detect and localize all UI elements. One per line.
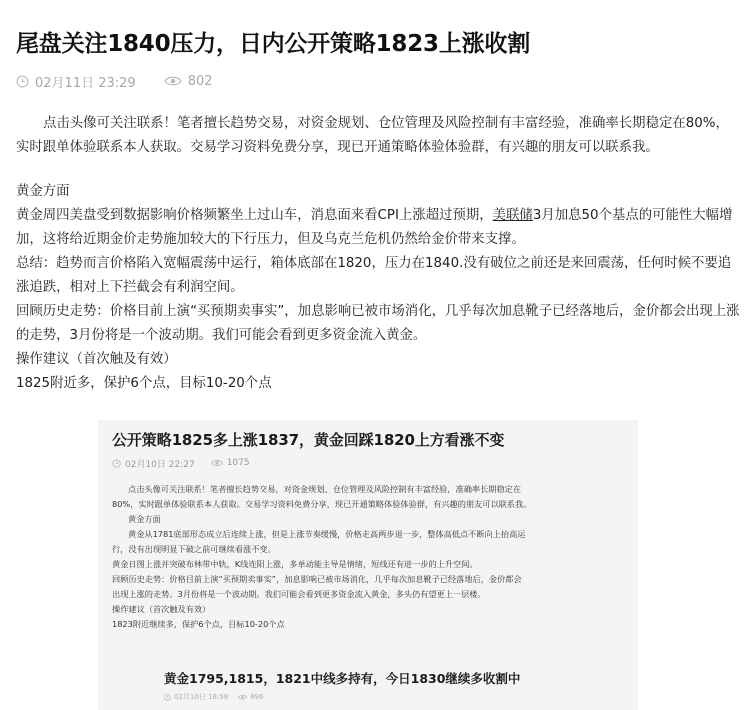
screenshot-line: 点击头像可关注联系！笔者擅长趋势交易，对资金规划、仓位管理及风险控制有丰富经验，准确率长期稳定在 (128, 484, 522, 494)
intro-paragraph: 点击头像可关注联系！笔者擅长趋势交易，对资金规划、仓位管理及风险控制有丰富经验，准确率长期稳定在80%，实时跟单体验联系本人获取。交易学习资料免费分享，现已开通策略体验体验群，有兴趣的朋友可以联系我。 (16, 116, 729, 155)
section-heading: 黄金方面 (16, 184, 70, 199)
screenshot-date: 02月10日 22:27 (125, 459, 195, 470)
fed-link[interactable]: 美联储 (492, 208, 533, 223)
screenshot-line: 操作建议（首次触及有效） (112, 604, 211, 614)
screenshot-line: 80%，实时跟单体验联系本人获取。交易学习资料免费分享，现已开通策略体验体验群，有兴趣的朋友可以联系我。 (112, 499, 532, 509)
article-title: 尾盘关注1840压力，日内公开策略1823上涨收割 (16, 31, 531, 57)
eye-icon (238, 694, 247, 700)
screenshot-next-date: 02月10日 18:58 (174, 693, 229, 701)
screenshot-line: 回顾历史走势：价格目前上演“买预期卖事实”，加息影响已被市场消化，几乎每次加息靴子已经落地后，金价都会 (112, 574, 522, 584)
market-text-before-link: 黄金周四美盘受到数据影响价格频繁坐上过山车，消息面来看CPI上涨超过预期， (16, 208, 493, 223)
screenshot-views: 1075 (226, 458, 250, 468)
market-text-after-link: 3月加息50个基点的可能性大幅增加，这将给近期金价走势施加较大的下行压力，但及乌克兰危机仍然给金价带来支撑。 (16, 208, 733, 247)
screenshot-line: 出现上涨的走势。3月份将是一个波动期。我们可能会看到更多资金流入黄金，多头仍有望更上一层楼。 (112, 589, 486, 599)
screenshot-body (112, 482, 624, 632)
clock-icon (112, 459, 121, 468)
article-body (16, 112, 740, 396)
screenshot-title: 公开策略1825多上涨1837，黄金回踩1820上方看涨不变 (112, 431, 505, 449)
summary-paragraph: 总结：趋势而言价格陷入宽幅震荡中运行，箱体底部在1820，压力在1840.没有破位之前还是来回震荡，任何时候不要追涨追跌，相对上下拦截会有利润空间。 (16, 256, 732, 295)
paragraph-spacer (16, 160, 740, 180)
screenshot-line: 黄金方面 (128, 514, 161, 524)
clock-icon (164, 694, 171, 701)
view-count: 802 (187, 73, 213, 89)
embedded-screenshot (98, 420, 638, 710)
screenshot-line: 行，没有出现明显下破之前可继续看涨不变。 (112, 544, 276, 554)
screenshot-line: 黄金从1781底部形态成立后连续上涨，但是上涨节奏缓慢，价格走高两步退一步，整体高低点不断向上抬高运 (128, 529, 526, 539)
eye-icon (164, 75, 182, 87)
advice-text: 1825附近多，保护6个点，目标10-20个点 (16, 376, 272, 391)
eye-icon (211, 459, 223, 467)
screenshot-next-meta (164, 692, 624, 702)
screenshot-line: 1823附近继续多，保护6个点，目标10-20个点 (112, 619, 285, 629)
advice-heading: 操作建议（首次触及有效） (16, 352, 177, 367)
publish-date: 02月11日 23:29 (35, 75, 136, 91)
screenshot-next-views: 896 (250, 693, 264, 701)
article-meta (16, 70, 740, 92)
screenshot-meta (112, 456, 624, 470)
review-paragraph: 回顾历史走势：价格目前上演“买预期卖事实”，加息影响已被市场消化，几乎每次加息靴子已经落地后，金价都会出现上涨的走势，3月份将是一个波动期。我们可能会看到更多资金流入黄金。 (16, 304, 740, 343)
market-paragraph (16, 204, 740, 252)
screenshot-next-title: 黄金1795,1815，1821中线多持有，今日1830继续多收割中 (164, 671, 521, 686)
screenshot-line: 黄金日图上涨并突破布林带中轨，K线连阳上涨，多单动能主导是情绪，短线还有进一步的上升空间。 (112, 559, 478, 569)
clock-icon (16, 75, 29, 88)
